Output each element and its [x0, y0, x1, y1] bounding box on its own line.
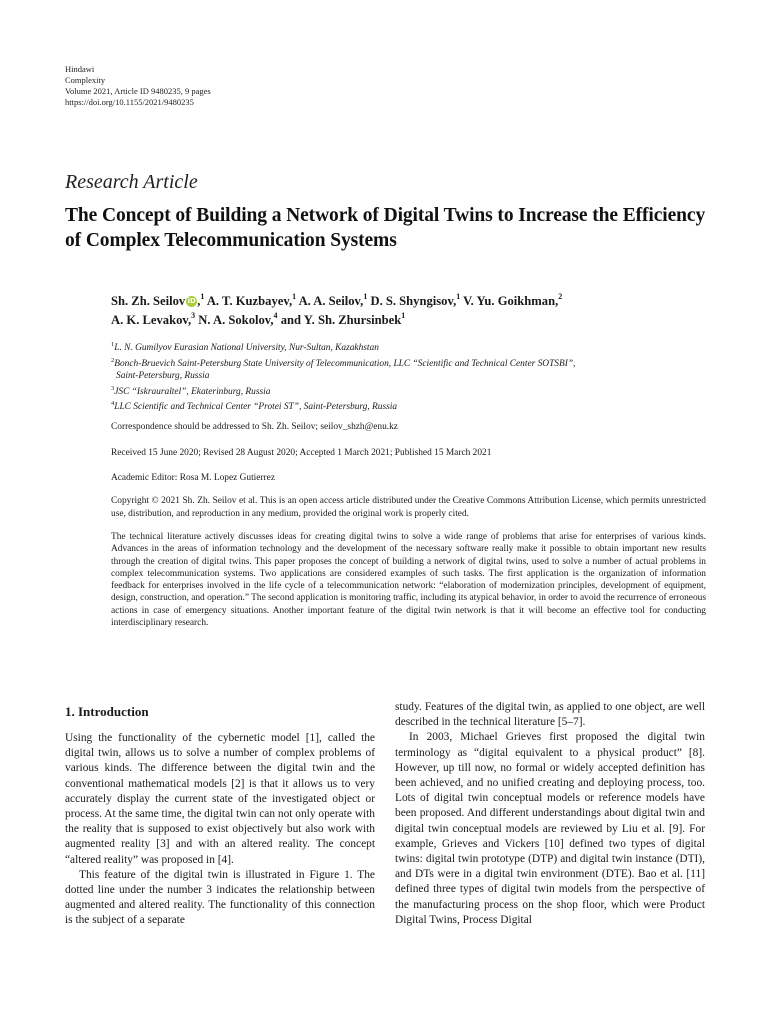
- affiliation-ref: 2: [558, 292, 563, 301]
- authors-conjunction: and: [280, 313, 302, 327]
- affiliation-ref: 3: [191, 311, 196, 320]
- author-name: Y. Sh. Zhursinbek: [303, 313, 402, 327]
- author-name: A. T. Kuzbayev: [206, 294, 289, 308]
- affiliation-ref: 1: [292, 292, 297, 301]
- body-paragraph: Using the functionality of the cybernetic model [1], called the digital twin, allows us to solve a number of complex problems of various kinds. The difference between the digital twin and the conventional mathematical models [2] is that it allows us to very accurately display the current state of the investigated object or process. At the same time, the digital twin can not only operate with the reality that is supposed to exist objectively but also work with augmented reality [3] and with an altered reality. The concept “altered reality” was proposed in [4].: [65, 732, 376, 866]
- left-column: [65, 731, 375, 929]
- doi-link[interactable]: https://doi.org/10.1155/2021/9480235: [65, 97, 194, 107]
- affiliation-number: 4: [111, 400, 115, 408]
- author-list: Sh. Zh. Seilov iD,$^1$ A. T. Kuzbayev,$^1$ A. A. Seilov,$^1$ D. S. Shyngisov,$^1$ V. Yu. Goikhman,$^2$ A. K. Levakov,$^3$ N. A. Sokolov,$^4$ and Y. Sh. Zhursinbek$^1$: [111, 292, 563, 327]
- affiliation-text: L. N. Gumilyov Eurasian National University, Nur-Sultan, Kazakhstan: [114, 343, 379, 354]
- affiliation-item-continued: Saint-Petersburg, Russia: [116, 371, 210, 382]
- orcid-icon[interactable]: iD: [187, 296, 196, 305]
- publisher-name: Hindawi: [65, 64, 95, 74]
- copyright-notice: Copyright © 2021 Sh. Zh. Seilov et al. This is an open access article distributed under the Creative Commons Attribution License, which permits unrestricted use, distribution, and reproduction in any medium, provided the original work is properly cited.: [111, 496, 706, 519]
- journal-volume: Volume 2021, Article ID 9480235, 9 pages: [65, 86, 211, 96]
- affiliation-text: Bonch-Bruevich Saint-Petersburg State University of Telecommunication, LLC “Scientific and Technical Center SOTSBI”,: [114, 358, 576, 369]
- affiliation-ref: 1: [200, 292, 205, 301]
- affiliation-ref: 1: [363, 292, 368, 301]
- affiliation-ref: 1: [456, 292, 461, 301]
- correspondence-line: Correspondence should be addressed to Sh. Zh. Seilov; seilov_shzh@enu.kz: [111, 422, 398, 432]
- section-heading: 1. Introduction: [65, 704, 149, 719]
- affiliation-item: [111, 383, 701, 399]
- author-name: Sh. Zh. Seilov: [111, 294, 186, 308]
- affiliation-item: [111, 355, 701, 371]
- body-paragraph: This feature of the digital twin is illustrated in Figure 1. The dotted line under the number 3 indicates the relationship between augmented and altered reality. The functionality of this connection is the subject of a separate: [65, 868, 375, 927]
- academic-editor-line: Academic Editor: Rosa M. Lopez Gutierrez: [111, 473, 276, 483]
- affiliation-item: [111, 398, 701, 414]
- body-paragraph: In 2003, Michael Grieves first proposed the digital twin terminology as “digital equivalent to a physical product” [8]. However, up till now, no formal or widely accepted definition has been achieved, and no unified creating and deploying process, too. Lots of digital twin conceptual models or reference models have been proposed. And different understandings about digital twin and digital twin conceptual models are reviewed by Liu et al. [9]. For example, Grieves and Vickers [10] defined two types of digital twins: digital twin prototype (DTP) and digital twin instance (DTI), and DTs were in a digital twin environment (DTE). Bao et al. [11] defined three types of digital twin models from the perspective of the manufacturing process on the shop floor, which were Product Digital Twins, Process Digital: [395, 731, 705, 926]
- affiliation-number: 1: [111, 341, 115, 348]
- body-paragraph: study. Features of the digital twin, as applied to one object, are well described in the technical literature [5–7].: [395, 701, 705, 729]
- author-name: V. Yu. Goikhman: [463, 294, 556, 308]
- dates-line: Received 15 June 2020; Revised 28 August 2020; Accepted 1 March 2021; Published 15 March 2021: [111, 448, 492, 458]
- affiliation-ref: 4: [273, 311, 278, 320]
- abstract-text: The technical literature actively discusses ideas for creating digital twins to solve a wide range of problems that arise for enterprises of various kinds. Advances in the areas of information technology and the development of the necessary software really make it possible to obtain important new results through the creation of digital twins. This paper proposes the concept of building a network of digital twins, used to solve a number of actual problems in complex telecommunication systems. Two applications are considered examples of such tasks. The first application is the organization of information feedback for enterprises involved in the life cycle of a telecommunication network: “elaboration of modernization principles, development of equipment, design, construction, and operation.” The second application is monitoring traffic, including its atypical behavior, in order to avoid the recurrence of erroneous actions in case of emergency situations. Another important feature of the digital twin network is that it will become an effective tool for conducting interdisciplinary research.: [111, 532, 706, 629]
- affiliation-number: 3: [111, 384, 115, 392]
- affiliation-text: LLC Scientific and Technical Center “Protei ST”, Saint-Petersburg, Russia: [114, 402, 398, 413]
- affiliation-list: [111, 339, 701, 414]
- journal-header: [65, 64, 211, 108]
- journal-name: Complexity: [65, 75, 106, 85]
- affiliation-text: JSC “Iskrauraltel”, Ekaterinburg, Russia: [114, 386, 271, 397]
- author-name: A. K. Levakov: [111, 313, 188, 327]
- affiliation-ref: 1: [401, 311, 406, 320]
- affiliation-item: [111, 339, 701, 355]
- affiliation-number: 2: [111, 356, 115, 364]
- right-column: [395, 700, 705, 928]
- paper-title: The Concept of Building a Network of Digital Twins to Increase the Efficiency of Complex Telecommunication Systems: [65, 205, 706, 251]
- author-name: A. A. Seilov: [298, 294, 361, 308]
- article-type: Research Article: [65, 171, 198, 193]
- author-name: N. A. Sokolov: [198, 313, 271, 327]
- author-name: D. S. Shyngisov: [370, 294, 454, 308]
